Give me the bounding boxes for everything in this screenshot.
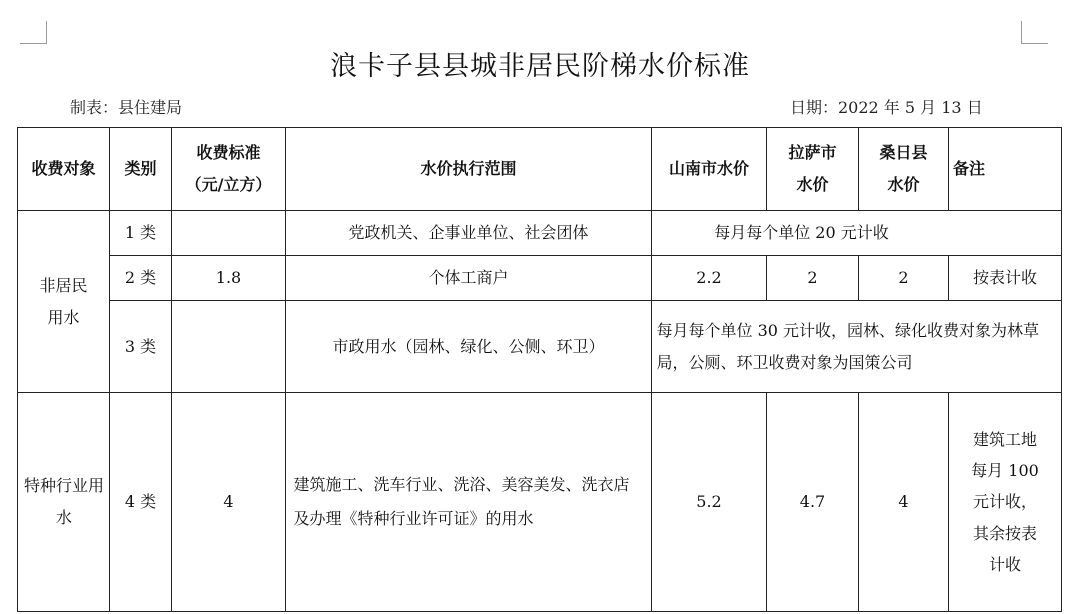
row2-shannan: 2.2 <box>652 256 767 301</box>
water-price-table <box>17 127 1062 612</box>
table-date: 日期：2022 年 5 月 13 日 <box>790 98 983 117</box>
group-non-resident-label: 非居民用水 <box>39 275 88 327</box>
header-standard <box>172 128 286 211</box>
row1-merged-price <box>652 211 1062 256</box>
group-special-label: 特种行业用水 <box>23 476 104 527</box>
row4-standard: 4 <box>172 393 286 612</box>
row1-scope: 党政机关、企事业单位、社会团体 <box>286 211 652 256</box>
row1-merged-text: 每月每个单位 20 元计收 <box>714 223 889 242</box>
header-target: 收费对象 <box>18 128 110 211</box>
row2-sangri: 2 <box>859 256 949 301</box>
row2-standard: 1.8 <box>172 256 286 301</box>
group-special <box>18 393 110 612</box>
corner-mark-top-right <box>1021 21 1048 44</box>
table-maker: 制表：县住建局 <box>70 98 183 117</box>
row3-merged-price <box>652 301 1062 393</box>
row4-scope-text: 建筑施工、洗车行业、洗浴、美容美发、洗衣店及办理《特种行业许可证》的用水 <box>293 475 630 528</box>
corner-mark-top-left <box>20 21 47 44</box>
group-non-resident <box>18 211 110 393</box>
row4-note <box>949 393 1062 612</box>
table-row <box>18 301 1062 393</box>
header-scope: 水价执行范围 <box>286 128 652 211</box>
header-sangri <box>859 128 949 211</box>
header-lhasa-label: 拉萨市水价 <box>788 143 837 194</box>
row2-category: 2 类 <box>110 256 172 301</box>
row3-scope: 市政用水（园林、绿化、公侧、环卫） <box>286 301 652 393</box>
table-row <box>18 393 1062 612</box>
row2-note: 按表计收 <box>949 256 1062 301</box>
row4-category: 4 类 <box>110 393 172 612</box>
row3-standard <box>172 301 286 393</box>
row4-scope <box>286 393 652 612</box>
row4-lhasa: 4.7 <box>767 393 859 612</box>
row4-note-text: 建筑工地每月 100 元计收，其余按表计收 <box>971 430 1039 574</box>
header-note: 备注 <box>949 128 1062 211</box>
header-category: 类别 <box>110 128 172 211</box>
row1-category: 1 类 <box>110 211 172 256</box>
header-lhasa <box>767 128 859 211</box>
row4-sangri: 4 <box>859 393 949 612</box>
header-row <box>18 128 1062 211</box>
row2-lhasa: 2 <box>767 256 859 301</box>
row3-category: 3 类 <box>110 301 172 393</box>
header-standard-label: 收费标准（元/立方） <box>185 143 272 194</box>
row3-merged-text: 每月每个单位 30 元计收，园林、绿化收费对象为林草局，公厕、环卫收费对象为国策公司 <box>656 320 1040 372</box>
row2-scope: 个体工商户 <box>286 256 652 301</box>
table-row <box>18 211 1062 256</box>
row1-standard <box>172 211 286 256</box>
document-title: 浪卡子县县城非居民阶梯水价标准 <box>330 51 750 82</box>
header-sangri-label: 桑日县水价 <box>879 143 928 194</box>
row4-shannan: 5.2 <box>652 393 767 612</box>
table-row <box>18 256 1062 301</box>
header-shannan: 山南市水价 <box>652 128 767 211</box>
